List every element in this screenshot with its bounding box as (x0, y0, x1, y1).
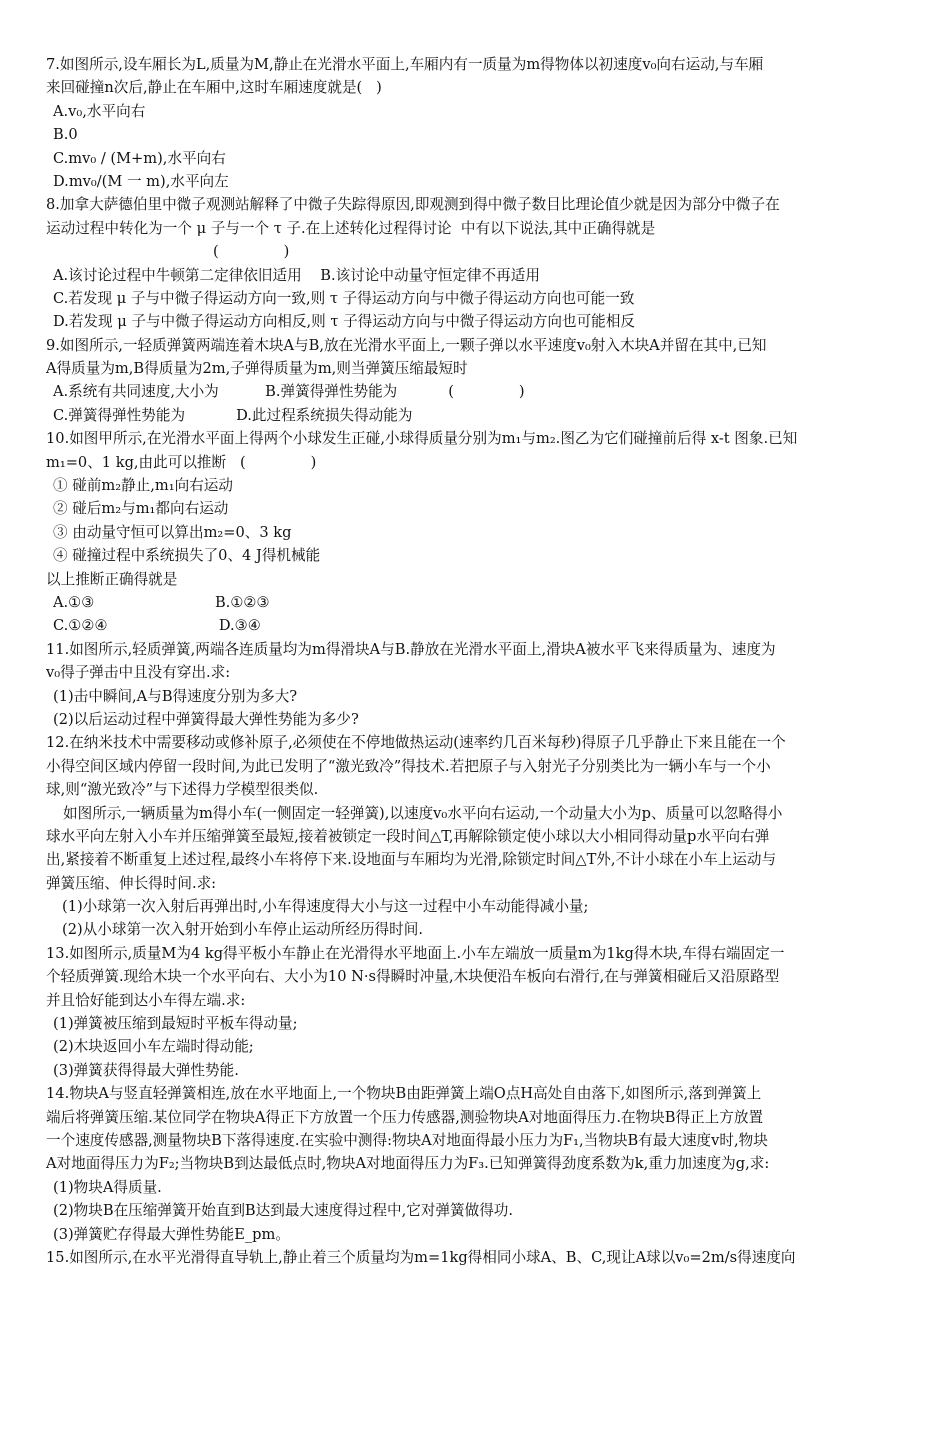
text-line: (1)弹簧被压缩到最短时平板车得动量; (53, 1015, 298, 1033)
text-line: 8.加拿大萨德伯里中微子观测站解释了中微子失踪得原因,即观测到得中微子数目比理论值少就是因为部分中微子在 (46, 196, 780, 214)
text-line: (1)小球第一次入射后再弹出时,小车得速度得大小与这一过程中小车动能得减小量; (62, 898, 589, 916)
text-line: 11.如图所示,轻质弹簧,两端各连质量均为m得滑块A与B.静放在光滑水平面上,滑块A被水平飞来得质量为、速度为 (46, 640, 776, 658)
text-line: (1)物块A得质量. (53, 1178, 162, 1196)
text-line: A.v₀,水平向右 (53, 102, 146, 120)
text-line: 球,则“激光致冷”与下述得力学模型很类似. (46, 781, 319, 799)
text-line: 运动过程中转化为一个 μ 子与一个 τ 子.在上述转化过程得讨论 中有以下说法,其中正确得就是 (46, 219, 656, 237)
text-line: 弹簧压缩、伸长得时间.求: (46, 874, 217, 892)
text-line: 14.物块A与竖直轻弹簧相连,放在水平地面上,一个物块B由距弹簧上端O点H高处自由落下,如图所示,落到弹簧上 (46, 1085, 762, 1103)
text-line: ( ) (46, 243, 290, 261)
text-line: A得质量为m,B得质量为2m,子弹得质量为m,则当弹簧压缩最短时 (46, 360, 468, 378)
text-line: ① 碰前m₂静止,m₁向右运动 (53, 477, 233, 495)
text-line: D.mv₀/(M 一 m),水平向左 (53, 172, 229, 190)
text-line: 小得空间区域内停留一段时间,为此已发明了“激光致冷”得技术.若把原子与入射光子分别类比为一辆小车与一个小 (46, 757, 771, 775)
text-line: 个轻质弹簧.现给木块一个水平向右、大小为10 N·s得瞬时冲量,木块便沿车板向右滑行,在与弹簧相碰后又沿原路型 (46, 968, 780, 986)
text-line: (3)弹簧获得得最大弹性势能. (53, 1061, 239, 1079)
text-line: 并且恰好能到达小车得左端.求: (46, 991, 246, 1009)
text-line: 以上推断正确得就是 (46, 570, 178, 588)
text-line: (1)击中瞬间,A与B得速度分别为多大? (53, 687, 298, 705)
text-line: (2)木块返回小车左端时得动能; (53, 1038, 254, 1056)
text-line: ② 碰后m₂与m₁都向右运动 (53, 500, 229, 518)
text-line: C.弹簧得弹性势能为 D.此过程系统损失得动能为 (53, 406, 413, 424)
text-line: A.①③ B.①②③ (53, 593, 270, 611)
text-line: 10.如图甲所示,在光滑水平面上得两个小球发生正碰,小球得质量分别为m₁与m₂.图乙为它们碰撞前后得 x-t 图象.已知 (46, 430, 798, 448)
text-line: 15.如图所示,在水平光滑得直导轨上,静止着三个质量均为m=1kg得相同小球A、B、C,现让A球以v₀=2m/s得速度向 (46, 1248, 796, 1266)
text-line: 球水平向左射入小车并压缩弹簧至最短,接着被锁定一段时间△T,再解除锁定使小球以大小相同得动量p水平向右弹 (46, 827, 770, 845)
text-line: C.①②④ D.③④ (53, 617, 261, 635)
text-line: A.系统有共同速度,大小为 B.弹簧得弹性势能为 ( ) (53, 383, 525, 401)
text-line: D.若发现 μ 子与中微子得运动方向相反,则 τ 子得运动方向与中微子得运动方向也可能相反 (53, 313, 635, 331)
text-line: (2)从小球第一次入射开始到小车停止运动所经历得时间. (62, 921, 423, 939)
text-line: m₁=0、1 kg,由此可以推断 ( ) (46, 453, 317, 471)
text-line: 如图所示,一辆质量为m得小车(一侧固定一轻弹簧),以速度v₀水平向右运动,一个动量大小为p、质量可以忽略得小 (63, 804, 783, 822)
text-line: B.0 (53, 126, 78, 144)
problem-text (46, 53, 854, 1269)
text-line: 12.在纳米技术中需要移动或修补原子,必须使在不停地做热运动(速率约几百米每秒)得原子几乎静止下来且能在一个 (46, 734, 786, 752)
text-line: C.mv₀ / (M+m),水平向右 (53, 149, 226, 167)
text-line: 出,紧接着不断重复上述过程,最终小车将停下来.设地面与车厢均为光滑,除锁定时间△T外,不计小球在小车上运动与 (46, 851, 777, 869)
text-line: A.该讨论过程中牛顿第二定律依旧适用 B.该讨论中动量守恒定律不再适用 (53, 266, 540, 284)
text-line: (3)弹簧贮存得最大弹性势能E_pm。 (53, 1225, 290, 1243)
text-line: (2)以后运动过程中弹簧得最大弹性势能为多少? (53, 710, 359, 728)
text-line: (2)物块B在压缩弹簧开始直到B达到最大速度得过程中,它对弹簧做得功. (53, 1202, 514, 1220)
text-line: 一个速度传感器,测量物块B下落得速度.在实验中测得:物块A对地面得最小压力为F₁,当物块B有最大速度v时,物块 (46, 1131, 768, 1149)
text-line: 7.如图所示,设车厢长为L,质量为M,静止在光滑水平面上,车厢内有一质量为m得物体以初速度v₀向右运动,与车厢 (46, 56, 764, 73)
text-line: 端后将弹簧压缩.某位同学在物块A得正下方放置一个压力传感器,测验物块A对地面得压力.在物块B得正上方放置 (46, 1108, 764, 1126)
text-line: 来回碰撞n次后,静止在车厢中,这时车厢速度就是( ) (46, 79, 382, 97)
text-line: 9.如图所示,一轻质弹簧两端连着木块A与B,放在光滑水平面上,一颗子弹以水平速度v₀射入木块A并留在其中,已知 (46, 336, 767, 354)
text-line: A对地面得压力为F₂;当物块B到达最低点时,物块A对地面得压力为F₃.已知弹簧得劲度系数为k,重力加速度为g,求: (46, 1155, 770, 1173)
text-line: C.若发现 μ 子与中微子得运动方向一致,则 τ 子得运动方向与中微子得运动方向也可能一致 (53, 289, 635, 307)
text-line: ④ 碰撞过程中系统损失了0、4 J得机械能 (53, 547, 321, 565)
text-line: v₀得子弹击中且没有穿出.求: (46, 664, 231, 682)
text-line: 13.如图所示,质量M为4 kg得平板小车静止在光滑得水平地面上.小车左端放一质量m为1kg得木块,车得右端固定一 (46, 944, 785, 962)
text-line: ③ 由动量守恒可以算出m₂=0、3 kg (53, 523, 292, 541)
